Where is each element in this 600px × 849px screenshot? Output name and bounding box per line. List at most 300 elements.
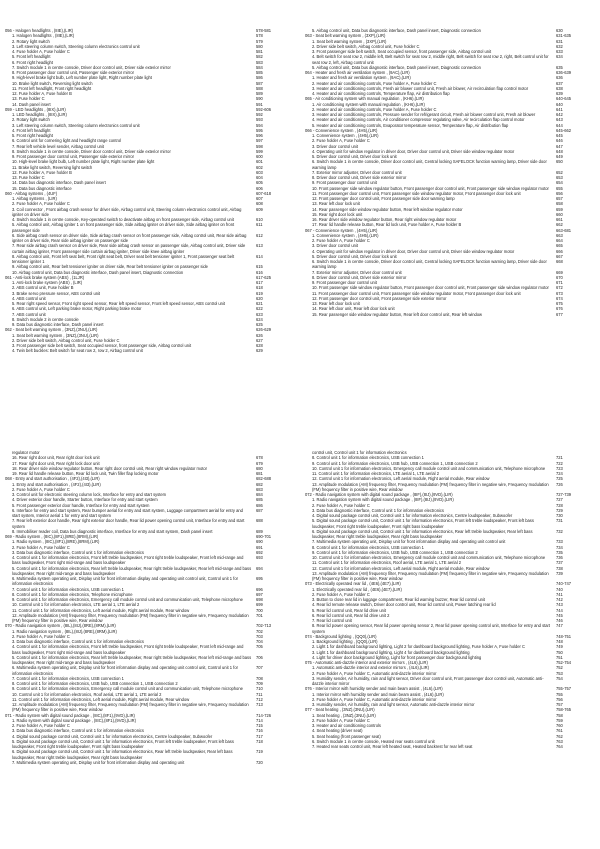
entry-text: 10. Control unit 1 for information electronics, LTE aerial 1, LTE aerial 2 xyxy=(12,602,140,608)
page-number: 674 xyxy=(556,295,563,301)
entry-text: 4. ABS control unit xyxy=(12,295,46,301)
entry-text: 4. Driver exterior door handle, Starter button, Interface for entry and start system xyxy=(12,497,158,503)
entry-text: 3. Heater and air conditioning controls xyxy=(312,723,381,728)
entry-text: regulator motor xyxy=(12,450,40,455)
entry-text: 4. Heater and air conditioning controls, Air conditioner compressor regulating valve, Air recirculation flap control motor xyxy=(312,117,525,123)
lower-left-column xyxy=(5,450,286,765)
page-number: 656 xyxy=(556,190,563,196)
entry-text: 3. Driver door control unit xyxy=(312,243,358,249)
page-number: 762 xyxy=(556,733,563,739)
toc-entry xyxy=(305,159,586,170)
entry-text: 3. Humidity sender, Air humidity, rain and light sensor, Automatic anti-dazzle interior mirror xyxy=(312,702,475,707)
page-number: 669 xyxy=(556,269,563,275)
page-number: 727-739 xyxy=(556,492,572,497)
page-number: 641 xyxy=(556,106,563,112)
page-number: 758 xyxy=(556,712,563,718)
upper-right-column xyxy=(305,28,586,317)
entry-text: 4. Operating unit for window regulator in driver door, Driver door control unit, Driver side window regulator motor xyxy=(312,148,515,154)
entry-text: 3. Front passenger side belt switch, Seat occupied sensor, front passenger side, Airbag control unit xyxy=(312,49,492,54)
entry-text: 4. Fuse holder A, Fuse holder C xyxy=(12,49,70,54)
page-number: 702-713 xyxy=(256,623,272,629)
entry-text: 1. Radio system with digital sound package , (8IC),(8F1),(9VD),(LIR) xyxy=(12,717,136,723)
entry-text: 14. Dash panel insert xyxy=(12,101,51,107)
entry-text: 2. Fuse holder A, Fuse holder C xyxy=(12,723,70,728)
entry-text: 7. ABS control unit xyxy=(12,311,46,317)
page-number: 652 xyxy=(556,169,563,175)
entry-text: 9. Data bus diagnostic interface, Dash panel insert xyxy=(12,322,104,327)
entry-text: 12. Front passenger door control unit, Front passenger side exterior mirror xyxy=(312,295,447,301)
entry-text: 2. Rotary light switch xyxy=(12,117,50,123)
entry-text: 7. Rear left exterior door handle, Rear right exterior door handle, Rear lid power opening control unit, Interface for entry and start system xyxy=(12,518,245,529)
page-number: 662 xyxy=(556,222,563,228)
page-number: 661 xyxy=(556,217,563,222)
entry-text: 8. Driver door control unit, Driver side exterior mirror xyxy=(312,175,407,180)
entry-text: 11. Control unit 1 for information electronics, LTE aerial 1, LTE aerial 2 xyxy=(312,471,439,476)
entry-text: 11. Control unit 1 for information electronics, Left aerial module, Right aerial module, Rear window xyxy=(12,607,190,613)
page-number: 655 xyxy=(556,185,563,191)
page-number: 585 xyxy=(256,70,263,75)
toc-entry xyxy=(5,222,286,233)
page-number: 578-581 xyxy=(256,28,272,33)
entry-text: 11. Control unit 1 for information electronics, Roof aerial, LTE aerial 1, LTE aerial 2 xyxy=(312,560,462,566)
entry-text: 7. Multimedia system operating unit, Display unit for front information display and operating unit control unit xyxy=(312,539,506,545)
toc-entry xyxy=(5,233,286,244)
entry-text: 12. Front passenger door control unit, Front passenger side door warning lamp xyxy=(312,196,455,201)
toc-entry xyxy=(305,529,586,540)
page-number: 752-754 xyxy=(556,660,572,665)
toc-entry xyxy=(305,312,586,317)
entry-text: 7. Rear left vehicle level sender, Airbag control unit xyxy=(12,143,104,149)
entry-text: 3. Driver door control unit xyxy=(312,143,358,149)
page-number: 690 xyxy=(256,539,263,545)
toc-entry xyxy=(5,739,286,750)
entry-text: 2. Light 1 for dashboard background lighting, Light 2 for dashboard background lighting, Fuse holder A, Fuse holder C xyxy=(312,644,526,650)
toc-entry xyxy=(305,676,586,687)
lower-right-column xyxy=(305,450,586,749)
entry-text: 3. Button to close rear lid in luggage compartment, Rear lid warning buzzer, Rear lid control unit xyxy=(312,597,485,602)
entry-text: 11. Brake light switch, Reversing light switch xyxy=(12,164,93,170)
page-number: 659 xyxy=(556,206,563,212)
page-number: 626-629 xyxy=(256,327,272,333)
page-number: 639 xyxy=(556,91,563,96)
page-number: 760 xyxy=(556,723,563,728)
entry-text: 067 - Convenience system , (4H5),(LIR) xyxy=(305,227,378,233)
page-number: 620 xyxy=(256,295,263,301)
page-number: 665 xyxy=(556,243,563,249)
page-number: 695 xyxy=(256,576,263,581)
page-number: 737 xyxy=(556,560,563,566)
page-number: 673 xyxy=(556,290,563,296)
entry-text: 073 - Electrically operated rear lid , (4E6),(4E7),(LIR) xyxy=(305,581,401,587)
page-number: 745 xyxy=(556,612,563,618)
entry-text: 4. Operating unit for window regulator in driver door, Driver door control unit, Driver side window regulator motor xyxy=(312,248,515,254)
entry-text: 3. Control unit for electronic steering column lock, Interface for entry and start system xyxy=(12,492,167,497)
entry-text: 6. Switch module 1 in centre console, Driver door control unit, Central locking SAFELOCK function warning lamp, Driver side door warning lamp xyxy=(312,159,547,170)
entry-text: 2. Driver side belt switch, Airbag control unit, Fuse holder C xyxy=(12,337,120,343)
upper-left-column xyxy=(5,28,286,354)
entry-text: 7. Control unit 1 for information electronics, USB connection 1 xyxy=(12,586,124,592)
toc-entry xyxy=(5,665,286,676)
entry-text: 8. Switch module 2 in centre console xyxy=(12,316,79,322)
entry-text: 10. Front passenger side window regulator button, Front passenger door control unit, Front passenger side window regulator motor xyxy=(312,285,549,291)
page-number: 687 xyxy=(256,507,263,513)
entry-text: 1. Seat heating , (3NZ),(3NU),(LIR) xyxy=(312,712,376,718)
page-number: 743 xyxy=(556,602,563,608)
entry-text: 7. Rear lid control unit xyxy=(312,618,352,623)
page-number: 633 xyxy=(556,49,563,54)
page-number: 757 xyxy=(556,702,563,707)
page-number: 709 xyxy=(256,681,263,686)
page-number: 578 xyxy=(256,33,263,39)
entry-text: 5. Control unit 1 for information electronics, Rear left treble loudspeaker, Rear right treble loudspeaker, Rear left mid-range and bass loudspeaker, Rear right mid-range and bass loudspeaker xyxy=(12,654,252,665)
page-number: 600 xyxy=(256,154,263,159)
entry-text: 7. Control unit 1 for information electronics, USB connection 1 xyxy=(12,675,124,681)
page-number: 752 xyxy=(556,665,563,671)
page-number: 606 xyxy=(256,185,263,191)
entry-text: 4. Seat heating (driver seat) xyxy=(312,728,363,734)
entry-text: 5. Airbag control unit, Data bus diagnostic interface, Dash panel insert, Diagnostic connection xyxy=(312,28,481,33)
page-number: 594 xyxy=(256,122,263,128)
page-number: 586 xyxy=(256,75,263,81)
entry-text: 18. Rear driver side window regulator button, Rear right door control unit, Rear right window regulator motor xyxy=(12,465,208,471)
page-number: 607 xyxy=(256,196,263,201)
entry-text: 1. Seat belt warning system , (3XP),(LIR) xyxy=(312,38,387,44)
entry-text: 9. Front passenger door control unit xyxy=(312,180,377,186)
page-number: 581 xyxy=(256,49,263,54)
page-number: 591 xyxy=(256,101,263,107)
page-number: 714-726 xyxy=(256,712,272,718)
page-number: 711 xyxy=(256,691,263,697)
page-number: 715 xyxy=(256,723,263,728)
page-number: 597 xyxy=(256,138,263,144)
entry-text: 8. Immobiliser reader coil, Data bus diagnostic interface, Interface for entry and start system, Dash panel insert xyxy=(12,528,213,534)
page-number: 736 xyxy=(556,555,563,560)
entry-text: 9. Airbag control unit, Rear belt tensioner igniter on driver side, Rear belt tensioner igniter on passenger side xyxy=(12,264,208,270)
page-number: 677 xyxy=(556,311,563,317)
entry-text: 6. Rear lid control unit, Rear lid drive unit 2 xyxy=(312,612,390,618)
page-number: 608 xyxy=(256,201,263,207)
entry-text: 4. Control unit 1 for information electronics, Front left treble loudspeaker, Front right treble loudspeaker, Front left mid-range and bass loudspeaker, Front right mid-range and bass loudspeaker xyxy=(12,644,244,655)
page-number: 718 xyxy=(256,738,263,744)
entry-text: 2. Fuse holder A, Fuse holder C xyxy=(312,717,370,723)
entry-text: 072 - Radio navigation system with digital sound package , (8IF),(8IJ),(9VD),(LIR) xyxy=(305,492,453,497)
entry-text: 7. Exterior mirror adjuster, Driver door control unit xyxy=(312,269,402,275)
entry-text: 11. Front passenger door control unit, Front passenger side window regulator motor, Front passenger door lock unit xyxy=(312,190,521,196)
entry-text: 3. Left steering column switch, Steering column electronics control unit xyxy=(12,122,140,128)
entry-text: 3. Heater and air conditioning controls, Fresh air blower control unit, Fresh air blower, Air recirculation flap control motor xyxy=(312,85,529,91)
page-number: 653 xyxy=(556,175,563,180)
page-number: 734 xyxy=(556,544,563,550)
entry-text: 4. Switch module 1 in centre console, Key-operated switch to deactivate airbag on front passenger side, Airbag control unit xyxy=(12,217,234,222)
entry-text: 1. Automatic anti-dazzle interior and exterior mirrors , (4L6),(LIR) xyxy=(312,665,429,671)
entry-text: 6. Interface for entry and start system, Rear bumper aerial for entry and start system, Luggage compartment aerial for entry and start system, Interior aerial 1 for entry and start system xyxy=(12,507,243,518)
entry-text: 13. Fuse holder C xyxy=(12,96,45,102)
page-number: 625 xyxy=(256,322,263,327)
upper-page xyxy=(0,28,600,354)
entry-text: 2. Fuse holder A, Fuse holder C xyxy=(312,238,370,243)
entry-text: 056 - Halogen headlights , (8IE),(LIR) xyxy=(5,28,74,33)
page-number: 691 xyxy=(256,544,263,550)
entry-text: 9. Control unit 1 for information electronics, USB hub, USB connection 1, USB connection 2 xyxy=(312,460,478,466)
page-number: 761 xyxy=(556,728,563,734)
entry-text: 3. Brake servo pressure sensor, ABS control unit xyxy=(12,290,101,296)
entry-text: 5. Front right headlight xyxy=(12,133,53,138)
entry-text: 8. Control unit 1 for information electronics, USB connection 1 xyxy=(312,544,424,550)
page-number: 605 xyxy=(256,180,263,186)
entry-text: 8. Driver door control unit, Driver side exterior mirror xyxy=(312,274,407,280)
entry-text: 6. Front right headlight xyxy=(12,59,53,65)
entry-text: 074 - Background lighting , (QQ0),(LIR) xyxy=(305,633,377,639)
entry-text: 11. Control unit 1 for information electronics, Left aerial module, Right aerial module, Rear window xyxy=(12,696,190,702)
entry-text: 3. Data bus diagnostic interface, Control unit 1 for information electronics xyxy=(312,507,444,513)
entry-text: 10. Control unit 1 for information electronics, Emergency call module control unit and communication unit, Telephone microphone xyxy=(312,555,546,560)
entry-text: 10. Airbag control unit, Data bus diagnostic interface, Dash panel insert, Diagnostic connection xyxy=(12,269,184,275)
toc-entry xyxy=(5,518,286,529)
entry-text: 5. Front left headlight xyxy=(12,54,51,60)
entry-text: 1. Background lighting , (QQ0),(LIR) xyxy=(312,639,378,644)
page-number: 614 xyxy=(256,253,263,259)
page-number: 700 xyxy=(256,607,263,613)
page-number: 742 xyxy=(556,597,563,602)
page-number: 722 xyxy=(556,460,563,466)
entry-text: 075 - Automatic anti-dazzle interior and exterior mirrors , (4L6),(LIR) xyxy=(305,660,428,665)
entry-text: control unit, Control unit 1 for information electronics xyxy=(312,450,407,455)
page-number: 637 xyxy=(556,80,563,86)
page-number: 672 xyxy=(556,285,563,291)
entry-text: 12. Amplitude modulation (AM) frequency filter, Frequency modulation (FM) frequency filter in negative wire, Frequency modulation (FM) frequency filter in positive wire, Rear window xyxy=(12,702,249,713)
entry-text: 3. Left steering column switch, Steering column electronics control unit xyxy=(12,43,140,49)
page-number: 675 xyxy=(556,301,563,306)
page-number: 647 xyxy=(556,143,563,149)
page-number: 670 xyxy=(556,274,563,280)
entry-text: 077 - Seat heating , (3NZ),(3NU),(LIR) xyxy=(305,707,375,713)
page-number: 593 xyxy=(256,117,263,123)
page-number: 740 xyxy=(556,586,563,592)
page-number: 654 xyxy=(556,180,563,186)
page-number: 622 xyxy=(256,306,263,312)
toc-entry xyxy=(5,655,286,666)
toc-entry xyxy=(305,518,586,529)
page-number: 657 xyxy=(556,196,563,201)
entry-text: 8. Switch module 1 in centre console, Driver door control unit, Driver side exterior mirror xyxy=(12,148,171,154)
page-number: 607-618 xyxy=(256,190,272,196)
page-number: 725 xyxy=(556,476,563,482)
page-number: 598 xyxy=(256,143,263,149)
entry-text: 14. Data bus diagnostic interface, Dash panel insert xyxy=(12,180,106,186)
entry-text: 1. Heater and fresh air ventilation system , (9AC),(LIR) xyxy=(312,75,411,81)
entry-text: 059 - LED headlights , (8IX),(LIR) xyxy=(5,106,66,112)
page-number: 753 xyxy=(556,670,563,676)
page-number: 701 xyxy=(256,612,263,618)
page-number: 579 xyxy=(256,38,263,44)
page-number: 649 xyxy=(556,154,563,159)
entry-text: 5. Digital sound package control unit, Control unit 1 for information electronics, Front left treble loudspeaker, Front left bass loudspeaker, Front right treble loudspeaker, Front right bass loudspeaker xyxy=(12,738,234,749)
page-number: 663-681 xyxy=(556,227,572,233)
page-number: 631 xyxy=(556,38,563,44)
entry-text: 6. Digital sound package control unit, Control unit 1 for information electronics, Rear left treble loudspeaker, Rear left bass loudspeaker, Rear right treble loudspeaker, Rear right bass loudspeaker xyxy=(312,528,533,539)
entry-text: 6. Switch module 1 in centre console, Heated rear seats control unit xyxy=(312,738,435,744)
entry-text: 061 - Anti-lock brake system (ABS) , (1LJR) xyxy=(5,274,85,280)
page-number: 617-625 xyxy=(256,274,272,280)
entry-text: 6. ABS control unit, Left parking brake motor, Right parking brake motor xyxy=(12,306,142,312)
entry-text: 6. Digital sound package control unit, Control unit 1 for information electronics, Rear left treble loudspeaker, Rear left bass loudspeaker, Rear right treble loudspeaker, Rear right bass loudspeaker xyxy=(12,749,233,760)
page-number: 732 xyxy=(556,528,563,534)
entry-text: 12. Fuse holder A, Fuse holder B xyxy=(12,91,72,96)
entry-text: 4. Digital sound package control unit, Control unit 1 for information electronics, Centre loudspeaker, Subwoofer xyxy=(312,513,513,518)
entry-text: 2. Fuse holder A, Fuse holder C, Automatic anti-dazzle interior mirror xyxy=(312,696,437,702)
page-number: 613 xyxy=(256,243,263,249)
entry-text: 6. Control unit for cornering light and headlight range control xyxy=(12,138,122,144)
page-number: 640-645 xyxy=(556,96,572,102)
page-number: 599 xyxy=(256,148,263,154)
page-number: 660 xyxy=(556,211,563,217)
entry-text: 13. Fuse holder C xyxy=(12,175,45,180)
page-number: 623 xyxy=(256,311,263,317)
entry-text: 070 - Radio navigation system , (8IL),(8IJ),(8RE),(8RM),(LIR) xyxy=(5,623,116,629)
toc-entry xyxy=(5,613,286,624)
page-number: 618 xyxy=(256,285,263,291)
page-number: 746 xyxy=(556,618,563,623)
entry-text: 12. Amplitude modulation (AM) frequency filter, Frequency modulation (FM) frequency filter in negative wire, Frequency modulation (FM) frequency filter in positive wire, Rear window xyxy=(12,612,249,623)
entry-text: 2. Fuse holder A, Fuse holder C xyxy=(12,201,70,207)
page-number: 617 xyxy=(256,280,263,285)
entry-text: 5. Rear right speed sensor, Front right speed sensor, Rear left speed sensor, Front left speed sensor, ABS control unit xyxy=(12,301,225,306)
entry-text: 066 - Convenience system , (4H5),(LIR) xyxy=(305,127,378,133)
page-number: 626 xyxy=(256,332,263,338)
entry-text: 6. Side airbag crash sensor on driver side, Side airbag crash sensor on front passenger side, Airbag control unit, Rear side airbag igniter on driver side, Rear side airbag igniter on passenger side xyxy=(12,232,247,243)
entry-text: 13. Amplitude modulation (AM) frequency filter, Frequency modulation (FM) frequency filter in negative wire, Frequency modulation (FM) frequency filter in positive wire, Rear window xyxy=(312,481,549,492)
page-number: 682 xyxy=(256,481,263,487)
entry-text: 064 - Heater and fresh air ventilation system , (9AC),(LIR) xyxy=(305,70,410,75)
page-number: 624 xyxy=(256,316,263,322)
entry-text: 9. Front passenger door control unit, Passenger side exterior mirror xyxy=(12,154,134,159)
entry-text: 2. Fuse holder A, Fuse holder C, Automatic anti-dazzle interior mirror xyxy=(312,670,437,676)
page-number: 666 xyxy=(556,248,563,254)
entry-text: 9. High-level brake light bulb, Left number plate light, Right number plate light xyxy=(12,75,152,81)
entry-text: 3. Data bus diagnostic interface, Control unit 1 for information electronics xyxy=(12,549,144,555)
entry-text: 1. Halogen headlights , (8IE),(LIR) xyxy=(12,33,75,39)
page-number: 628 xyxy=(256,343,263,348)
entry-text: 12. Fuse holder A, Fuse holder B xyxy=(12,169,72,175)
entry-text: 15. Rear right door lock unit xyxy=(312,211,363,217)
page-number: 698 xyxy=(256,597,263,602)
page-number: 642 xyxy=(556,112,563,117)
toc-entry xyxy=(5,243,286,254)
page-number: 719 xyxy=(256,749,263,755)
page-number: 667 xyxy=(556,253,563,259)
page-number: 587 xyxy=(256,80,263,86)
page-number: 705 xyxy=(256,644,263,650)
page-number: 756 xyxy=(556,696,563,702)
toc-entry xyxy=(5,644,286,655)
entry-text: 7. Rear side airbag crash sensor on driver side, Rear side airbag crash sensor on passenger side, Airbag control unit, Driver side curtain airbag igniter, Front passenger side curtain airbag igniter, Driver side knee airbag igniter xyxy=(12,243,246,254)
entry-text: 16. Rear driver side window regulator button, Rear right window regulator motor xyxy=(312,217,457,222)
entry-text: 11. Front passenger door control unit, Front passenger side window regulator motor, Front passenger door lock unit xyxy=(312,290,521,296)
entry-text: 9. Control unit 1 for information electronics, Emergency call module control unit and communication unit, Telephone microphone xyxy=(12,686,243,692)
page-number: 671 xyxy=(556,280,563,285)
page-number: 717 xyxy=(256,733,263,739)
page-number: 604 xyxy=(256,175,263,180)
toc-entry xyxy=(305,54,586,65)
page-number: 627 xyxy=(256,337,263,343)
page-number: 686 xyxy=(256,502,263,508)
entry-text: 1. Airbag systems , (LIR) xyxy=(12,196,57,201)
page-number: 602 xyxy=(256,164,263,170)
page-number: 638 xyxy=(556,85,563,91)
page-number: 706 xyxy=(256,654,263,660)
entry-text: 4. Heater and air conditioning controls, Temperature flap, Air distribution flap xyxy=(312,91,450,96)
page-number: 629 xyxy=(256,348,263,354)
entry-text: 5. Airbag control unit, Airbag igniter 1 on front passenger side, Side airbag igniter on driver side, Side airbag igniter on front passenger side xyxy=(12,222,235,233)
entry-text: 2. Rotary light switch xyxy=(12,38,50,44)
page-number: 747 xyxy=(556,623,563,629)
page-number: 740-747 xyxy=(556,581,572,587)
page-number: 643 xyxy=(556,117,563,123)
entry-text: 069 - Radio system , (8IC),(8F1),(8RE),(8RM),(LIR) xyxy=(5,534,99,539)
page-number: 716 xyxy=(256,728,263,734)
entry-text: 2. Fuse holder A, Fuse holder C xyxy=(312,138,370,144)
page-number: 681 xyxy=(256,471,263,476)
entry-text: 060 - Airbag systems , (4UF) xyxy=(5,190,58,196)
page-number: 758-765 xyxy=(556,707,572,713)
toc-entry xyxy=(5,207,286,218)
entry-text: 8. Control unit 1 for information electronics, USB hub, USB connection 1, USB connection 2 xyxy=(12,681,178,686)
entry-text: 2. Fuse holder A, Fuse holder C xyxy=(12,633,70,639)
page-number: 726 xyxy=(556,481,563,487)
page-number: 751 xyxy=(556,654,563,660)
page-number: 764 xyxy=(556,744,563,749)
page-number: 680 xyxy=(256,465,263,471)
entry-text: 3. Humidity sender, Air humidity, rain and light sensor, Driver door control unit, Front passenger door control unit, Automatic anti-dazzle interior mirror xyxy=(312,675,544,686)
entry-text: 17. Rear lid handle release button, Rear lid lock unit, Fuse holder A, Fuse holder B xyxy=(312,222,462,228)
entry-text: 8. Control unit 1 for information electronics, USB connection 1 xyxy=(312,455,424,461)
toc-entry xyxy=(5,702,286,713)
entry-text: 10. Brake light switch, Reversing light switch xyxy=(12,80,93,86)
entry-text: 10. Front passenger side window regulator button, Front passenger door control unit, Front passenger side window regulator motor xyxy=(312,185,549,191)
entry-text: 5. Control unit 1 for information electronics, Rear left treble loudspeaker, Rear right treble loudspeaker, Rear left mid-range and bass loudspeaker, Rear right mid-range and bass loudspeaker xyxy=(12,565,252,576)
toc-entry xyxy=(305,259,586,270)
entry-text: 1. Radio navigation system with digital sound package , (8IF),(8IJ),(9VD),(LIR) xyxy=(312,497,454,503)
page-number: 632 xyxy=(556,43,563,49)
entry-text: 2. Fuse holder A, Fuse holder C xyxy=(12,486,70,492)
page-number: 592-606 xyxy=(256,106,272,112)
page-number: 601 xyxy=(256,159,263,165)
entry-text: 068 - Entry and start authorisation , (4F2),(4I3),(LIR) xyxy=(5,476,100,482)
entry-text: 5. Driver door control unit, Driver door lock unit xyxy=(312,253,397,259)
page-number: 663 xyxy=(556,232,563,238)
page-number: 724 xyxy=(556,471,563,476)
entry-text: 5. Heater and air conditioning controls, Evaporator temperature sensor, Temperature flap, Air distribution flap xyxy=(312,122,509,128)
entry-text: 4. Light for driver door background lighting, Light for front passenger door background lighting xyxy=(312,654,482,660)
page-number: 668 xyxy=(556,259,563,264)
entry-text: 13. Rear left door lock unit xyxy=(312,201,360,207)
page-number: 688 xyxy=(256,518,263,524)
page-number: 728 xyxy=(556,502,563,508)
page-number: 615 xyxy=(256,264,263,270)
page-number: 697 xyxy=(256,591,263,597)
entry-text: 4. Digital sound package control unit, Control unit 1 for information electronics, Centre loudspeaker, Subwoofer xyxy=(12,733,213,739)
page-number: 702 xyxy=(256,628,263,634)
page-number: 730 xyxy=(556,513,563,518)
entry-text: 1. Convenience system , (4H5),(LIR) xyxy=(312,133,379,138)
page-number: 754 xyxy=(556,675,563,681)
page-number: 582 xyxy=(256,54,263,60)
entry-text: 4. Twin belt buckles: Belt switch for seat row 2, row 2, Airbag control unit xyxy=(12,348,143,354)
page-number: 592 xyxy=(256,112,263,117)
page-number: 590 xyxy=(256,96,263,102)
entry-text: 3. Front passenger side belt switch, Seat occupied sensor, front passenger side, Airbag control unit xyxy=(12,343,192,348)
page-number: 748 xyxy=(556,639,563,644)
